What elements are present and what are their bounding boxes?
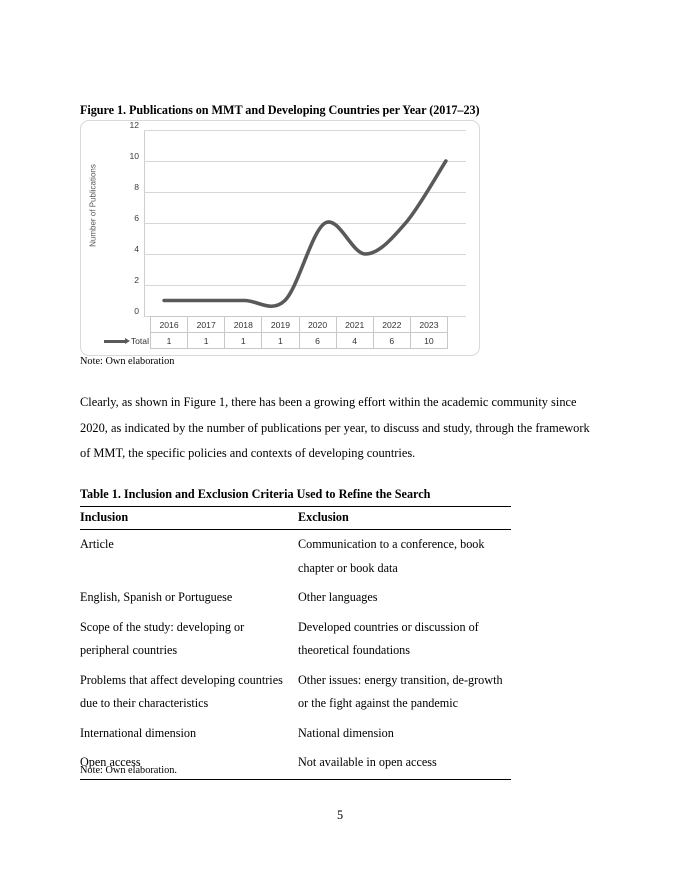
table-row: [80, 530, 511, 584]
table1-cell-inclusion: Problems that affect developing countries due to their characteristics: [80, 672, 283, 710]
table-row: [80, 666, 511, 719]
chart-legend-total: [102, 333, 151, 349]
chart-plot-area: [144, 130, 466, 316]
table-row: [80, 613, 511, 666]
y-tick-label: 6: [134, 213, 139, 223]
chart-year-header: 2022: [373, 317, 410, 333]
chart-year-header: 2021: [336, 317, 373, 333]
chart-value-cell: 1: [225, 333, 262, 349]
chart-year-header: 2023: [410, 317, 447, 333]
table1-cell-inclusion: Article: [80, 537, 114, 551]
table1-cell-exclusion: Not available in open access: [297, 748, 511, 779]
chart-year-header: 2018: [225, 317, 262, 333]
table1: [80, 506, 511, 780]
figure-title: Figure 1. Publications on MMT and Developing Countries per Year (2017–23): [80, 103, 480, 117]
chart-value-cell: 6: [299, 333, 336, 349]
y-tick-label: 2: [134, 275, 139, 285]
body-paragraph: Clearly, as shown in Figure 1, there has been a growing effort within the academic community since 2020, as indicated by the number of publications per year, to discuss and study, through the framework of MMT, the specific policies and contexts of developing countries.: [80, 395, 590, 461]
table1-header-inclusion: Inclusion: [80, 507, 297, 530]
table1-cell-inclusion: English, Spanish or Portuguese: [80, 590, 233, 604]
table1-header-exclusion: Exclusion: [297, 507, 511, 530]
table1-cell-exclusion: Other languages: [298, 590, 378, 604]
table1-cell-exclusion: Communication to a conference, book chapter or book data: [298, 537, 485, 575]
chart-table-value-row: [102, 333, 448, 349]
legend-label: Total: [130, 336, 149, 347]
figure-note: Note: Own elaboration: [80, 356, 175, 367]
chart-year-header: 2020: [299, 317, 336, 333]
table-row: [80, 583, 511, 613]
page-number: 5: [336, 808, 344, 822]
chart-table-corner: [102, 317, 151, 333]
legend-arrow-icon: [125, 338, 130, 344]
chart-year-header: 2019: [262, 317, 299, 333]
chart-series-svg: [144, 130, 466, 316]
figure-chart: [80, 120, 480, 356]
table1-cell-inclusion: Scope of the study: developing or peripheral countries: [80, 619, 245, 657]
table1-cell-exclusion: Other issues: energy transition, de-growth or the fight against the pandemic: [298, 672, 503, 710]
table1-cell-inclusion: International dimension: [80, 725, 197, 740]
chart-y-axis-ticks: [117, 120, 139, 321]
chart-value-cell: 4: [336, 333, 373, 349]
table1-cell-exclusion: Developed countries or discussion of theoretical foundations: [298, 619, 479, 657]
chart-year-header: 2017: [188, 317, 225, 333]
chart-line-total: [164, 161, 446, 306]
chart-value-cell: 6: [373, 333, 410, 349]
legend-line-icon: [104, 340, 125, 343]
chart-value-cell: 1: [188, 333, 225, 349]
y-tick-label: 0: [134, 306, 139, 316]
table1-note: Note: Own elaboration.: [80, 765, 177, 776]
chart-value-cell: 10: [410, 333, 447, 349]
y-tick-label: 12: [129, 120, 139, 130]
chart-y-axis-title: Number of Publications: [88, 164, 98, 247]
table1-cell-inclusion: Open access: [80, 748, 297, 779]
table1-title: Table 1. Inclusion and Exclusion Criteria Used to Refine the Search: [80, 487, 431, 501]
chart-data-table: [102, 316, 448, 349]
y-tick-label: 8: [134, 182, 139, 192]
table1-header-row: [80, 507, 511, 530]
y-tick-label: 4: [134, 244, 139, 254]
chart-year-header: 2016: [151, 317, 188, 333]
y-tick-label: 10: [129, 151, 139, 161]
chart-value-cell: 1: [262, 333, 299, 349]
chart-table-year-row: [102, 317, 448, 333]
table-row: [80, 719, 511, 749]
table1-wrapper: [80, 506, 510, 780]
chart-value-cell: 1: [151, 333, 188, 349]
table1-cell-exclusion: National dimension: [298, 725, 394, 740]
